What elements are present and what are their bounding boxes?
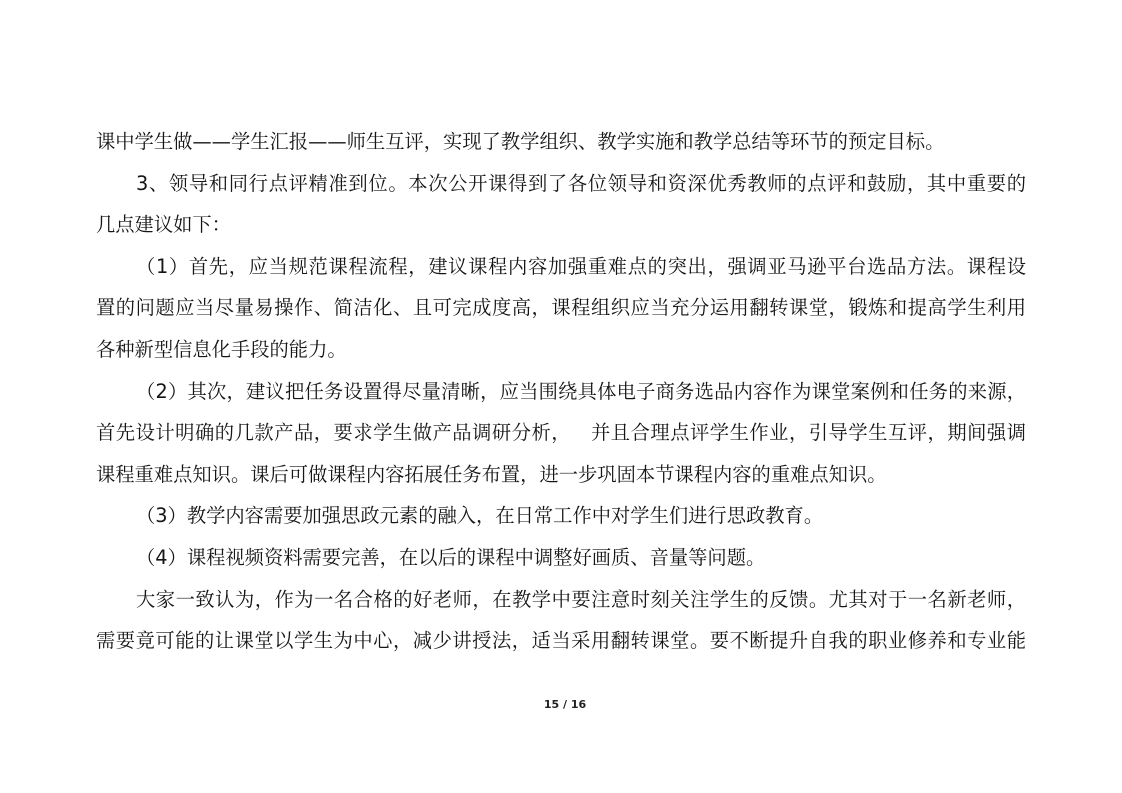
paragraph-point-3-evaluation [96, 163, 1026, 246]
text-line: （1）首先，应当规范课程流程，建议课程内容加强重难点的突出，强调亚马逊平台选品方法。课程设 [136, 254, 1026, 278]
paragraph-teaching-goals-conclusion [96, 121, 1026, 163]
text-line: 课中学生做——学生汇报——师生互评，实现了教学组织、教学实施和教学总结等环节的预定目标。 [96, 130, 945, 153]
text-line: 首先设计明确的几款产品，要求学生做产品调研分析， 并且合理点评学生作业，引导学生互评，期间强调 [96, 421, 1026, 445]
paragraph-suggestion-1 [96, 246, 1026, 371]
text-line: 需要竟可能的让课堂以学生为中心，减少讲授法，适当采用翻转课堂。要不断提升自我的职业修养和专业能 [96, 629, 1026, 653]
body-text [96, 121, 1026, 662]
paragraph-suggestion-4 [96, 537, 1026, 579]
paragraph-consensus [96, 579, 1026, 662]
text-line: 大家一致认为，作为一名合格的好老师，在教学中要注意时刻关注学生的反馈。尤其对于一名新老师， [136, 587, 1026, 611]
paragraph-suggestion-3 [96, 495, 1026, 537]
text-line: （3）教学内容需要加强思政元素的融入，在日常工作中对学生们进行思政教育。 [136, 504, 824, 528]
text-line: （4）课程视频资料需要完善，在以后的课程中调整好画质、音量等问题。 [136, 545, 766, 569]
paragraph-suggestion-2 [96, 371, 1026, 496]
text-line: 各种新型信息化手段的能力。 [96, 337, 347, 361]
text-line: 置的问题应当尽量易操作、简洁化、且可完成度高，课程组织应当充分运用翻转课堂，锻炼和提高学生利用 [96, 296, 1026, 320]
text-line: 课程重难点知识。课后可做课程内容拓展任务布置，进一步巩固本节课程内容的重难点知识。 [96, 462, 887, 486]
text-line: （2）其次，建议把任务设置得尽量清晰，应当围绕具体电子商务选品内容作为课堂案例和任务的来源， [136, 379, 1026, 403]
text-line: 几点建议如下： [96, 213, 231, 237]
page-number: 15 / 16 [543, 698, 587, 711]
text-line: 3、领导和同行点评精准到位。本次公开课得到了各位领导和资深优秀教师的点评和鼓励，其中重要的 [136, 171, 1026, 195]
